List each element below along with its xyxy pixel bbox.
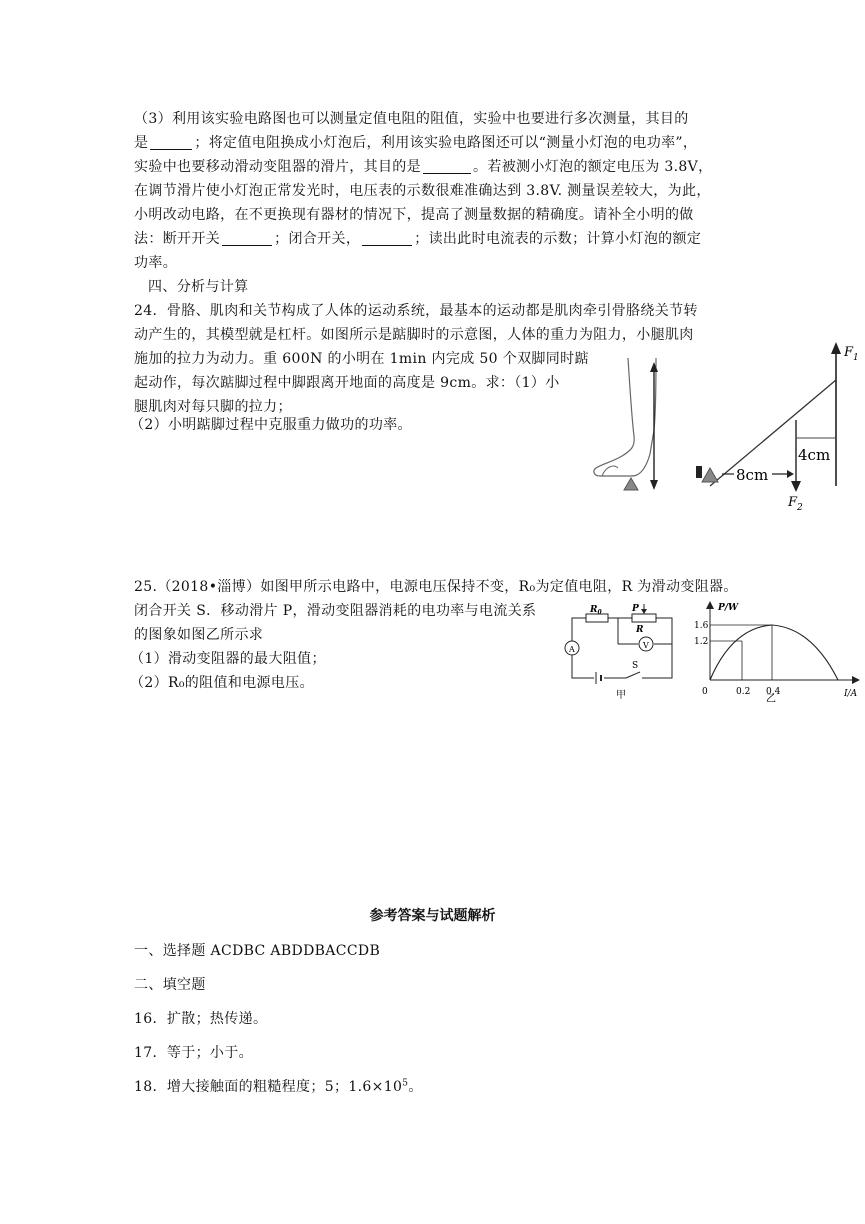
q25-line-1: 25.（2018•淄博）如图甲所示电路中，电源电压保持不变，R₀为定值电阻，R 为滑动变阻器。 <box>134 579 738 595</box>
q23-line-1: （3）利用该实验电路图也可以测量定值电阻的阻值，实验中也要进行多次测量，其目的 <box>134 111 689 127</box>
q23-line-6 <box>134 228 701 248</box>
q25-line-4: （1）滑动变阻器的最大阻值； <box>130 651 326 667</box>
power-curve <box>710 625 838 680</box>
text: 。若被测小灯泡的额定电压为 3.8V， <box>473 159 713 175</box>
answer-blank <box>150 135 192 150</box>
text: ；闭合开关， <box>274 231 361 247</box>
q23-line-4: 在调节滑片使小灯泡正常发光时，电压表的示数很难准确达到 3.8V. 测量误差较大，为此， <box>134 183 711 199</box>
lever-line <box>710 380 836 486</box>
q23-line-5: 小明改动电路，在不更换现有器材的情况下，提高了测量数据的精确度。请补全小明的做 <box>134 207 694 223</box>
dim-arrowhead <box>787 470 794 478</box>
x-tick-0.2: 0.2 <box>736 687 751 697</box>
origin-label: 0 <box>702 687 708 697</box>
q23-line-2 <box>134 132 697 152</box>
text: ；读出此时电流表的示数；计算小灯泡的额定 <box>414 231 702 247</box>
answer-line-2: 二、填空题 <box>134 977 206 993</box>
y-axis-label: P/W <box>718 603 739 613</box>
answers-title: 参考答案与试题解析 <box>369 908 496 924</box>
q24-line-2: 动产生的，其模型就是杠杆。如图所示是踮脚时的示意图，人体的重力为阻力，小腿肌肉 <box>134 327 694 343</box>
power-current-graph <box>692 598 864 702</box>
answer-blank <box>362 231 412 246</box>
ammeter-label: A <box>569 645 575 654</box>
q25-line-2: 闭合开关 S．移动滑片 P，滑动变阻器消耗的电功率与电流关系 <box>134 603 537 619</box>
dim-8cm-label: 8cm <box>736 466 769 484</box>
rheostat <box>632 614 656 622</box>
circuit-diagram <box>558 602 690 702</box>
y-tick-1.2: 1.2 <box>694 637 709 647</box>
q24-line-1: 24．骨胳、肌肉和关节构成了人体的运动系统，最基本的运动都是肌肉牵引骨胳绕关节转 <box>134 303 698 319</box>
answer-blank <box>222 231 272 246</box>
answer-line-17: 17．等于；小于。 <box>134 1045 253 1061</box>
arrowhead-up <box>650 362 658 372</box>
lever-diagram <box>692 338 864 514</box>
q24-line-5: 腿肌肉对每只脚的拉力； <box>134 399 292 415</box>
superscript: 5 <box>402 1078 409 1089</box>
f2-arrowhead <box>791 481 801 492</box>
answer-line-16: 16．扩散；热传递。 <box>134 1011 268 1027</box>
answer-blank <box>423 159 471 174</box>
f1-label: $F_1$ <box>844 345 859 363</box>
circuit-caption: 甲 <box>616 690 626 701</box>
switch-label: S <box>632 661 639 671</box>
section-heading: 四、分析与计算 <box>148 279 249 295</box>
q24-line-4: 起动作，每次踮脚过程中脚跟离开地面的高度是 9cm。求：（1）小 <box>134 375 560 391</box>
switch-gap <box>626 674 642 682</box>
circuit-wire <box>572 618 672 678</box>
q23-line-7: 功率。 <box>134 255 178 271</box>
answer-line-1: 一、选择题 ACDBC ABDDBACCDB <box>134 943 381 959</box>
r0-label: $R_0$ <box>590 605 602 616</box>
x-arrowhead <box>852 676 860 684</box>
text: 。 <box>408 1079 423 1095</box>
text: ；将定值电阻换成小灯泡后，利用该实验电路图还可以“测量小灯泡的电功率”， <box>194 135 698 151</box>
toe-line <box>602 466 618 476</box>
dim-4cm-label: 4cm <box>798 446 831 464</box>
y-tick-1.6: 1.6 <box>694 621 709 631</box>
pivot-block <box>696 466 702 478</box>
arrowhead-down <box>650 480 658 490</box>
text: 实验中也要移动滑动变阻器的滑片，其目的是 <box>134 159 421 175</box>
graph-caption: 乙 <box>766 694 776 702</box>
foot-diagram <box>588 350 688 500</box>
y-arrowhead <box>706 601 714 609</box>
fulcrum-icon <box>702 468 718 482</box>
voltmeter-label: V <box>643 641 649 650</box>
q25-line-3: 的图象如图乙所示求 <box>134 627 264 643</box>
slider-arrowhead <box>641 609 647 614</box>
fulcrum-icon <box>624 478 638 490</box>
foot-outline <box>594 358 656 476</box>
slider-label: P <box>632 604 639 614</box>
q25-line-5: （2）R₀的阻值和电源电压。 <box>130 675 314 691</box>
x-axis-label: I/A <box>844 689 858 699</box>
answer-line-18 <box>134 1076 423 1096</box>
text: 是 <box>134 135 149 151</box>
q23-line-3 <box>134 156 712 176</box>
rheostat-label: R <box>636 625 644 635</box>
f1-arrowhead <box>831 342 841 354</box>
f2-label: $F_2$ <box>788 495 803 513</box>
x-tick-0.4: 0.4 <box>766 687 781 697</box>
text: 18．增大接触面的粗糙程度；5；1.6×10 <box>134 1079 403 1095</box>
q24-line-6: （2）小明踮脚过程中克服重力做功的功率。 <box>130 417 412 433</box>
text: 法：断开开关 <box>134 231 221 247</box>
q24-line-3: 施加的拉力为动力。重 600N 的小明在 1min 内完成 50 个双脚同时踮 <box>134 351 589 367</box>
